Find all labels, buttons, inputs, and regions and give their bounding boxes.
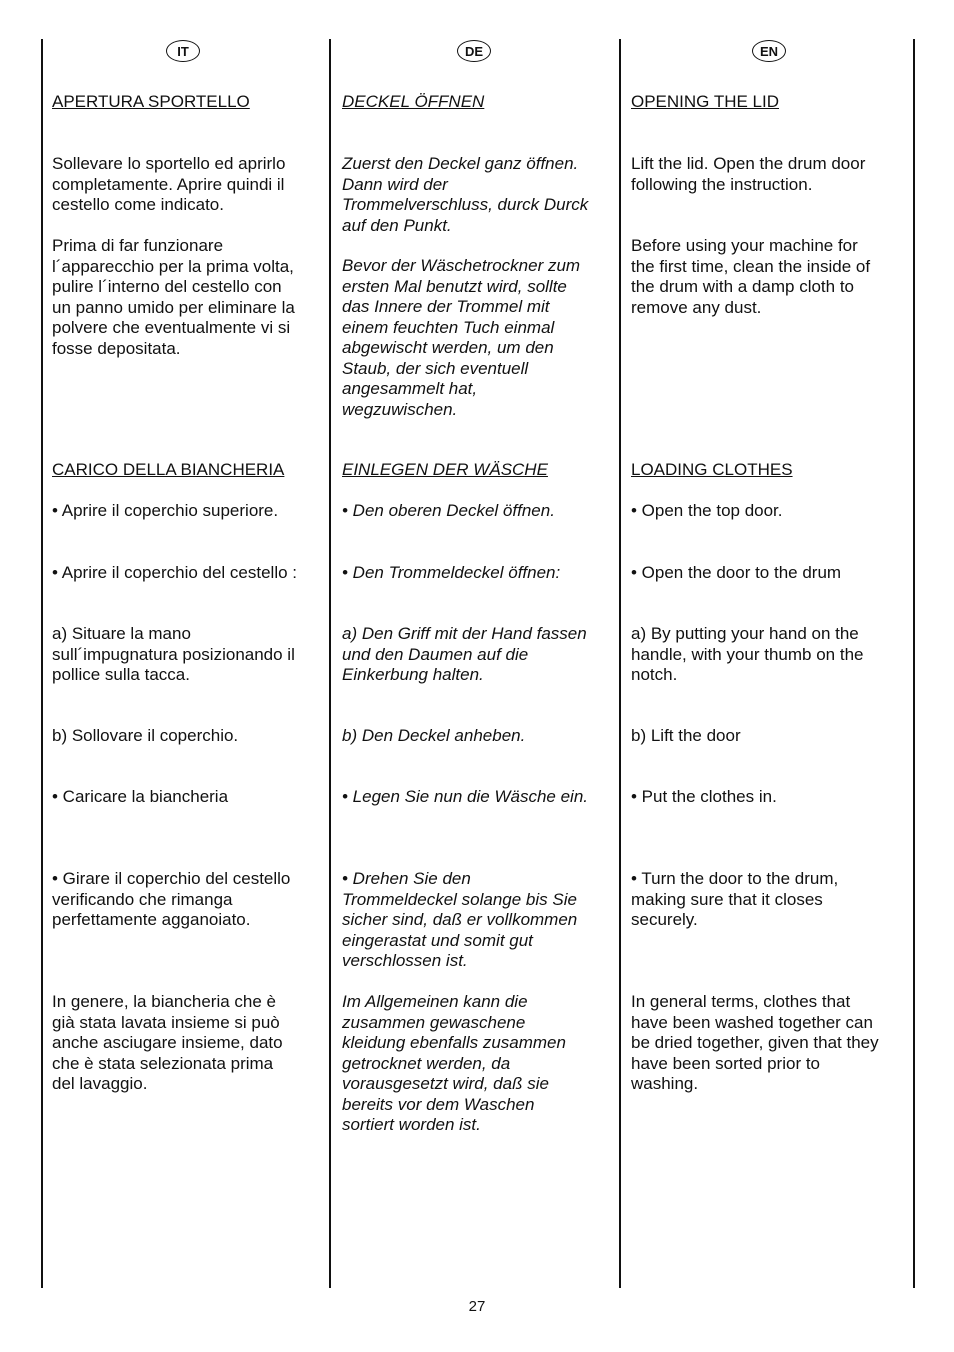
paragraph-clean-drum: Bevor der Wäschetrockner zum ersten Mal benutzt wird, sollte das Innere der Trommel mit einem feuchten Tuch einmal abgewischt werden, um den Staub, der sich eventuell angesammelt hat, wegzuwischen.	[342, 256, 581, 419]
step-b-lift-door: b) Den Deckel anheben.	[342, 726, 526, 745]
paragraph-general: Im Allgemeinen kann die zusammen gewaschene kleidung ebenfalls zusammen getrocknet werden, da vorausgesetzt wird, daß sie bereits vor dem Waschen sortiert worden ist.	[342, 992, 566, 1134]
step-load-clothes: • Legen Sie nun die Wäsche ein.	[342, 787, 589, 806]
paragraph-general: In general terms, clothes that have been washed together can be dried together, given that they have been sorted prior to washing.	[631, 992, 879, 1093]
heading-loading: CARICO DELLA BIANCHERIA	[52, 460, 285, 479]
step-b-lift-door: b) Lift the door	[631, 726, 741, 745]
step-open-top-door: • Aprire il coperchio superiore.	[52, 501, 279, 520]
column-rule-1	[329, 39, 331, 1288]
step-open-top-door: • Open the top door.	[631, 501, 783, 520]
step-a-hand-on-handle: a) Den Griff mit der Hand fassen und den Daumen auf die Einkerbung halten.	[342, 624, 587, 684]
step-a-hand-on-handle: a) Situare la mano sull´impugnatura posizionando il pollice sulla tacca.	[52, 624, 295, 684]
column-german	[342, 0, 614, 1290]
column-rule-right	[913, 39, 915, 1288]
step-open-drum-door: • Aprire il coperchio del cestello :	[52, 563, 298, 582]
page-number: 27	[468, 1298, 486, 1315]
step-open-drum-door: • Den Trommeldeckel öffnen:	[342, 563, 561, 582]
column-rule-2	[619, 39, 621, 1288]
step-close-drum: • Drehen Sie den Trommeldeckel solange bis Sie sicher sind, daß er vollkommen eingerastat und somit gut verschlossen ist.	[342, 869, 578, 970]
step-open-top-door: • Den oberen Deckel öffnen.	[342, 501, 555, 520]
paragraph-lift-lid: Sollevare lo sportello ed aprirlo completamente. Aprire quindi il cestello come indicato.	[52, 154, 286, 214]
step-a-hand-on-handle: a) By putting your hand on the handle, with your thumb on the notch.	[631, 624, 864, 684]
step-b-lift-door: b) Sollovare il coperchio.	[52, 726, 239, 745]
paragraph-lift-lid: Zuerst den Deckel ganz öffnen. Dann wird der Trommelverschluss, durck Durck auf den Punkt.	[342, 154, 589, 235]
paragraph-clean-drum: Before using your machine for the first time, clean the inside of the drum with a damp cloth to remove any dust.	[631, 236, 871, 317]
step-close-drum: • Turn the door to the drum, making sure that it closes securely.	[631, 869, 839, 929]
step-load-clothes: • Caricare la biancheria	[52, 787, 229, 806]
heading-loading: EINLEGEN DER WÄSCHE	[342, 460, 548, 479]
paragraph-lift-lid: Lift the lid. Open the drum door following the instruction.	[631, 154, 866, 194]
step-close-drum: • Girare il coperchio del cestello verificando che rimanga perfettamente agganoiato.	[52, 869, 291, 929]
column-english	[631, 0, 907, 1290]
column-italian	[52, 0, 322, 1290]
heading-opening-lid: APERTURA SPORTELLO	[52, 92, 250, 111]
language-badge-de: DE	[457, 40, 491, 62]
paragraph-clean-drum: Prima di far funzionare l´apparecchio per la prima volta, pulire l´interno del cestello con un panno umido per eliminare la polvere che eventualmente vi si fosse depositata.	[52, 236, 295, 358]
column-rule-left	[41, 39, 43, 1288]
heading-loading: LOADING CLOTHES	[631, 460, 793, 479]
heading-opening-lid: DECKEL ÖFFNEN	[342, 92, 485, 111]
heading-opening-lid: OPENING THE LID	[631, 92, 779, 111]
step-open-drum-door: • Open the door to the drum	[631, 563, 842, 582]
paragraph-general: In genere, la biancheria che è già stata lavata insieme si può anche asciugare insieme, dato che è stata selezionata prima del lavaggio.	[52, 992, 283, 1093]
language-badge-en: EN	[752, 40, 786, 62]
language-badge-it: IT	[166, 40, 200, 62]
step-load-clothes: • Put the clothes in.	[631, 787, 777, 806]
